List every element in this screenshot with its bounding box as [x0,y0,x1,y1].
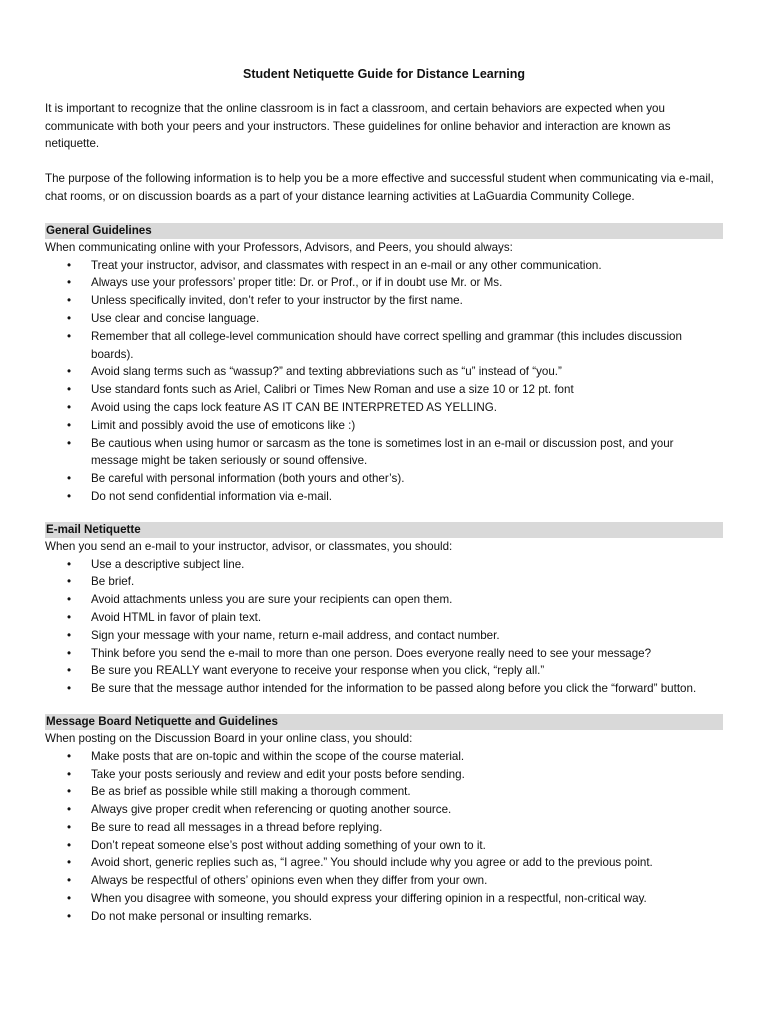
list-item: • Avoid slang terms such as “wassup?” and texting abbreviations such as “u” instead of “you.” [45,363,723,381]
list-item: • Be brief. [45,573,723,591]
list-item: • Limit and possibly avoid the use of emoticons like :) [45,417,723,435]
intro-paragraph: It is important to recognize that the online classroom is in fact a classroom, and certain behaviors are expected when you communicate with both your peers and your instructors. These guidelines for online behavior and interaction are known as netiquette. [45,101,671,151]
section-intro: When you send an e-mail to your instructor, advisor, or classmates, you should: [45,539,453,553]
list-item: • Avoid using the caps lock feature AS IT CAN BE INTERPRETED AS YELLING. [45,399,723,417]
list-item: • Treat your instructor, advisor, and classmates with respect in an e-mail or any other communication. [45,257,723,275]
document-title: Student Netiquette Guide for Distance Learning [243,67,525,81]
list-item: • Do not send confidential information via e-mail. [45,488,723,506]
list-item: • Be sure that the message author intended for the information to be passed along before you click the “forward” button. [45,680,723,698]
list-item: • Always use your professors’ proper title: Dr. or Prof., or if in doubt use Mr. or Ms. [45,274,723,292]
list-item: • Avoid attachments unless you are sure your recipients can open them. [45,591,723,609]
list-item: • Unless specifically invited, don’t refer to your instructor by the first name. [45,292,723,310]
list-item: • When you disagree with someone, you should express your differing opinion in a respectful, non-critical way. [45,890,723,908]
list-item: • Take your posts seriously and review and edit your posts before sending. [45,766,723,784]
list-item: • Avoid HTML in favor of plain text. [45,609,723,627]
list-item: • Use clear and concise language. [45,310,723,328]
list-item: • Do not make personal or insulting remarks. [45,908,723,926]
list-item: • Be sure to read all messages in a thread before replying. [45,819,723,837]
section-intro: When communicating online with your Professors, Advisors, and Peers, you should always: [45,240,513,254]
list-item: • Be careful with personal information (both yours and other’s). [45,470,723,488]
list-item: • Be cautious when using humor or sarcasm as the tone is sometimes lost in an e-mail or discussion post, and your message might be taken seriously or sound offensive. [45,435,723,471]
list-item: • Use a descriptive subject line. [45,556,723,574]
section-heading: General Guidelines [45,223,723,239]
section-heading: Message Board Netiquette and Guidelines [45,714,723,730]
section-message-board [45,714,723,926]
list-item: • Don’t repeat someone else’s post without adding something of your own to it. [45,837,723,855]
list-item: • Always give proper credit when referencing or quoting another source. [45,801,723,819]
section-heading: E-mail Netiquette [45,522,723,538]
list-item: • Avoid short, generic replies such as, “I agree.” You should include why you agree or add to the previous point. [45,854,723,872]
list-item: • Make posts that are on-topic and within the scope of the course material. [45,748,723,766]
purpose-paragraph: The purpose of the following information is to help you be a more effective and successful student when communicating via e-mail, chat rooms, or on discussion boards as a part of your distance learning activities at LaGuardia Community College. [45,172,714,203]
bullet-list [45,257,723,506]
list-item: • Sign your message with your name, return e-mail address, and contact number. [45,627,723,645]
list-item: • Think before you send the e-mail to more than one person. Does everyone really need to see your message? [45,645,723,663]
list-item: • Always be respectful of others’ opinions even when they differ from your own. [45,872,723,890]
list-item: • Be as brief as possible while still making a thorough comment. [45,783,723,801]
bullet-list [45,748,723,926]
section-intro: When posting on the Discussion Board in your online class, you should: [45,731,413,745]
list-item: • Be sure you REALLY want everyone to receive your response when you click, “reply all.” [45,662,723,680]
bullet-list [45,556,723,698]
list-item: • Remember that all college-level communication should have correct spelling and grammar (this includes discussion boards). [45,328,723,364]
section-email-netiquette [45,522,723,698]
section-general-guidelines [45,223,723,506]
list-item: • Use standard fonts such as Ariel, Calibri or Times New Roman and use a size 10 or 12 pt. font [45,381,723,399]
